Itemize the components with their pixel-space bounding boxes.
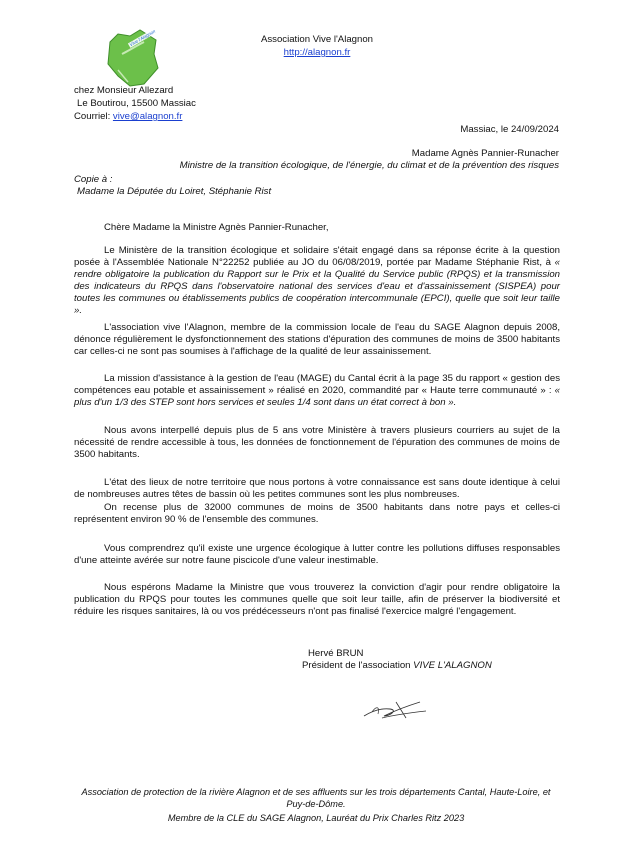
- handwritten-signature: [360, 696, 432, 722]
- body-paragraph-7: [74, 543, 560, 567]
- signer-name: Hervé BRUN: [308, 648, 364, 659]
- copy-label: Copie à :: [74, 174, 113, 185]
- sender-line-1: chez Monsieur Allezard: [74, 85, 174, 96]
- paragraph-6-text: On recense plus de 32000 communes de moins de 3500 habitants dans notre pays et celles-ci représentent environ 90 % de l'ensemble des communes.: [74, 502, 560, 525]
- copy-recipient: Madame la Députée du Loiret, Stéphanie Rist: [77, 186, 272, 197]
- paragraph-3-text: La mission d'assistance à la gestion de l'eau (MAGE) du Cantal écrit à la page 35 du rapport « gestion des compétences eau potable et assainissement » réalisé en 2020, commandité par « Haute terre communauté » :: [74, 373, 560, 396]
- sender-line-2: Le Boutirou, 15500 Massiac: [77, 98, 196, 109]
- website-line: [200, 47, 434, 59]
- body-paragraph-4: [74, 425, 560, 461]
- body-paragraph-1: [74, 245, 560, 317]
- paragraph-5-text: L'état des lieux de notre territoire que nous portons à votre connaissance est sans doute identique à celui de nombreuses autres têtes de bassin où les petites communes sont les plus nombreuses.: [74, 477, 560, 500]
- association-name: Association Vive l'Alagnon: [260, 34, 374, 45]
- paragraph-8-text: Nous espérons Madame la Ministre que vous trouverez la conviction d'agir pour rendre obligatoire la publication du RPQS pour toutes les communes quelle que soit leur taille, afin de préserver la biodiversité et réduire les risques sanitaires, là ou vos prédécesseurs n'ont pas finalisé l'exercice malgré l'engagement.: [74, 582, 560, 617]
- footer-line-2: Membre de la CLE du SAGE Alagnon, Lauréat du Prix Charles Ritz 2023: [167, 813, 465, 823]
- body-paragraph-3: [74, 373, 560, 409]
- association-logo: [100, 24, 168, 88]
- paragraph-7-text: Vous comprendrez qu'il existe une urgence écologique à lutter contre les pollutions diffuses responsables d'une atteinte avérée sur notre faune piscicole d'une valeur inestimable.: [74, 543, 560, 566]
- body-paragraph-2: [74, 322, 560, 358]
- date-line: Massiac, le 24/09/2024: [460, 124, 559, 135]
- signer-role-prefix: Président de l'association: [302, 660, 414, 671]
- website-link[interactable]: http://alagnon.fr: [283, 47, 351, 58]
- paragraph-3-quote: « plus d'un 1/3 des STEP sont hors services et seules 1/4 sont dans un état correct à bon ».: [74, 385, 560, 408]
- email-label: Courriel:: [74, 111, 113, 122]
- footer-line-1: Association de protection de la rivière Alagnon et de ses affluents sur les trois départements Cantal, Haute-Loire, et Puy-de-Dôme.: [81, 787, 551, 809]
- paragraph-1-quote: « rendre obligatoire la publication du Rapport sur le Prix et la Qualité du Service public (RPQS) et la transmission des indicateurs du RPQS dans l'observatoire national des services d'eau et d'assainissement (SISPEA) pour toutes les communes ou établissements publics de coopération intercommunale (EPCI), quelle que soit leur taille ».: [74, 257, 560, 316]
- paragraph-2-text: L'association vive l'Alagnon, membre de la commission locale de l'eau du SAGE Alagnon depuis 2008, dénonce régulièrement le dysfonctionnement des stations d'épuration des communes de moins de 3500 habitants car celles-ci ne sont pas soumises à l'affichage de la qualité de leur assainissement.: [74, 322, 560, 357]
- salutation: Chère Madame la Ministre Agnès Pannier-Runacher,: [104, 222, 329, 233]
- body-paragraph-6: [74, 502, 560, 526]
- svg-text:Vive l'Alagnon: Vive l'Alagnon: [128, 28, 157, 48]
- paragraph-4-text: Nous avons interpellé depuis plus de 5 ans votre Ministère à travers plusieurs courriers au sujet de la nécessité de rendre accessible à tous, les données de fonctionnement de l'épuration des communes de moins de 3500 habitants.: [74, 425, 560, 460]
- email-link[interactable]: vive@alagnon.fr: [112, 111, 183, 122]
- sender-email-line: [74, 111, 182, 123]
- recipient-name: Madame Agnès Pannier-Runacher: [411, 148, 559, 159]
- recipient-title: Ministre de la transition écologique, de l'énergie, du climat et de la prévention des risques: [179, 160, 559, 171]
- paragraph-1-text: Le Ministère de la transition écologique et solidaire s'était engagé dans sa réponse écrite à la question posée à l'Assemblée Nationale N°22252 publiée au JO du 06/08/2019, portée par Madame Stéphanie Rist, à: [74, 245, 560, 268]
- body-paragraph-5: [74, 477, 560, 501]
- signer-role: [302, 660, 492, 672]
- body-paragraph-8: [74, 582, 560, 618]
- signer-organization: VIVE L'ALAGNON: [413, 660, 492, 671]
